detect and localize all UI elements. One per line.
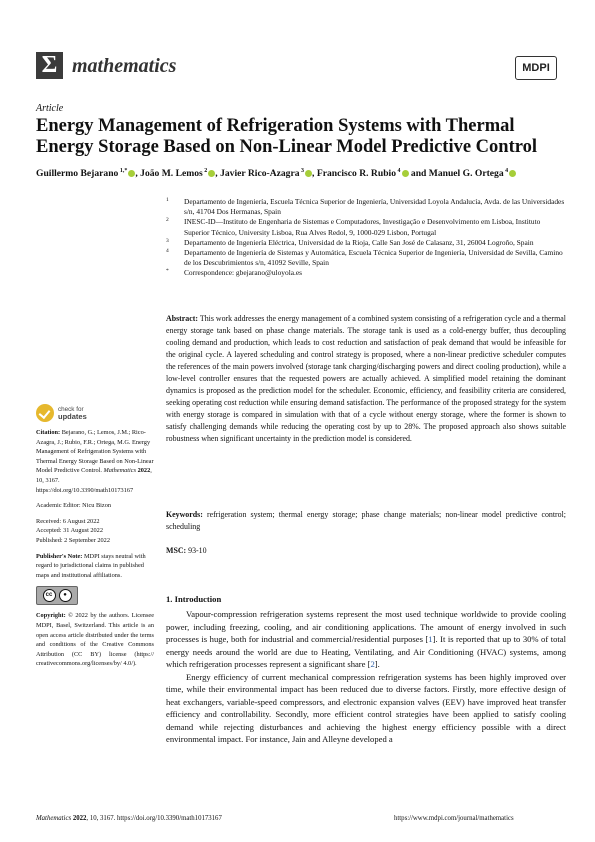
affiliation-text: Departamento de Ingeniería, Escuela Técnica Superior de Ingeniería, Universidad Loyola Andalucía, Avda. de las Universidades s/n, 41704 Dos Hermanas, Spain <box>184 197 565 217</box>
publisher-logo: MDPI <box>515 56 557 80</box>
msc <box>166 546 207 555</box>
check-updates-label <box>58 406 87 421</box>
article-type: Article <box>36 103 64 114</box>
author-separator: and <box>408 168 429 180</box>
journal-name: mathematics <box>72 55 177 77</box>
author-name: Javier Rico-Azagra <box>220 168 300 180</box>
attribution-icon: ● <box>59 589 72 602</box>
citation-label: Citation: <box>36 429 61 436</box>
published-date: Published: 2 September 2022 <box>36 536 110 544</box>
journal-logo: Σ <box>36 52 63 79</box>
orcid-icon[interactable] <box>509 170 516 177</box>
author-affiliation-sup: 4 <box>503 168 509 174</box>
author-affiliation-sup: 4 <box>396 168 401 174</box>
affiliation-text: Departamento de Ingeniería de Sistemas y Automática, Escuela Técnica Superior de Ingeniería, Universidad de Sevilla, Camino de los Descubrimientos s/n, 41092 Seville, Spain <box>184 248 563 268</box>
affiliation-item <box>166 197 566 217</box>
citation-link[interactable]: 1 <box>428 634 433 644</box>
citation-doi[interactable]: , 10, 3167. https://doi.org/10.3390/math10173167 <box>36 467 152 494</box>
orcid-icon[interactable] <box>305 170 312 177</box>
affiliation-number: 3 <box>166 237 169 244</box>
check-line: check for <box>58 405 84 413</box>
author-separator: , <box>312 168 317 180</box>
affiliation-text: INESC-ID—Instituto de Engenharia de Sistemas e Computadores, Investigação e Desenvolvimento em Lisboa, Instituto Superior Técnico, University Lisboa, Rua Alves Redol, 9, 1000-029 Lisbon, Portugal <box>184 217 541 237</box>
author-name: Guillermo Bejarano <box>36 168 119 180</box>
msc-text: 93-10 <box>188 546 207 555</box>
check-line: updates <box>58 412 87 421</box>
introduction-body <box>166 608 566 746</box>
footer-doi[interactable]: , 10, 3167. https://doi.org/10.3390/math10173167 <box>86 815 222 822</box>
text-run: Vapour-compression refrigeration systems represent the most used technique worldwide to provide cooling power, including freezing, cooling, and air conditioning applications. The amount of energy involved in such processes is huge, both for industrial and commercial/residential purposes [ <box>166 609 566 644</box>
cc-by-license-badge[interactable] <box>36 586 78 605</box>
affiliation-number: 4 <box>166 248 169 255</box>
copyright-label: Copyright: <box>36 612 66 620</box>
sidebar <box>36 404 154 669</box>
affiliation-item <box>166 268 566 278</box>
publisher-note <box>36 552 154 581</box>
paragraph <box>166 608 566 671</box>
paragraph: Energy efficiency of current mechanical compression refrigeration systems has been highly improved over time, while their environmental impact has been reduced due to diverse factors. Firstly, more effective design of heat exchangers, variable-speed compressors, and electronic expansion valves (EEV) have improved heat transfer efficiency and controllability. Secondly, more efficient control strategies have been applied to satisfy cooling demand while rejecting disturbances and achieving the highest energy efficiency possible with a direct environmental impact. For instance, Jain and Alleyne developed a <box>166 671 566 744</box>
citation-journal: Mathematics <box>103 467 137 475</box>
author-list <box>36 168 576 179</box>
author-affiliation-sup: 1,* <box>118 168 128 174</box>
keywords <box>166 509 566 533</box>
author-name: João M. Lemos <box>140 168 203 180</box>
publisher-note-label: Publisher's Note: <box>36 552 83 560</box>
affiliations <box>166 197 566 279</box>
affiliation-number: * <box>166 268 169 275</box>
author-separator: , <box>215 168 221 180</box>
received-date: Received: 6 August 2022 <box>36 517 100 525</box>
author-name: Manuel G. Ortega <box>428 168 504 180</box>
text-run: ]. <box>374 659 380 669</box>
affiliation-number: 1 <box>166 197 169 203</box>
affiliation-item <box>166 238 566 248</box>
affiliation-item <box>166 248 566 268</box>
footer-year: 2022 <box>72 815 87 822</box>
citation-year: 2022 <box>137 467 151 475</box>
citation-text: Bejarano, G.; Lemos, J.M.; Rico-Azagra, J.; Rubio, F.R.; Ortega, M.G. Energy Management of Refrigeration Systems with Thermal Energy Storage Based on Non-Linear Model Predictive Control. <box>36 429 154 475</box>
footer-citation <box>36 815 222 822</box>
orcid-icon[interactable] <box>402 170 409 177</box>
affiliation-text: Departamento de Ingeniería Eléctrica, Universidad de la Rioja, Calle San José de Calasanz, 31, 26004 Logroño, Spain <box>184 237 534 247</box>
copyright-text: © 2022 by the authors. Licensee MDPI, Basel, Switzerland. This article is an open access article distributed under the terms and conditions of the Creative Commons Attribution (CC BY) license (https:// creativecommons.org/licenses/by/ 4.0/). <box>36 612 154 668</box>
keywords-label: Keywords: <box>166 510 203 519</box>
check-for-updates-button[interactable] <box>36 404 154 422</box>
author-name: Francisco R. Rubio <box>316 168 396 180</box>
cc-icon: cc <box>43 589 56 602</box>
footer-url[interactable]: https://www.mdpi.com/journal/mathematics <box>394 815 514 822</box>
citation <box>36 428 154 495</box>
copyright <box>36 611 154 669</box>
author-affiliation-sup: 3 <box>299 168 305 174</box>
text-run: ]. It is reported that up to 30% of total energy needs around the world are due to Heating, Ventilating, and Air Conditioning (HVAC) systems, among which refrigeration processes represent a significant share [ <box>166 634 566 669</box>
author-affiliation-sup: 2 <box>202 168 208 174</box>
abstract <box>166 313 566 446</box>
keywords-text: refrigeration system; thermal energy storage; phase change materials; non-linear model predictive control; scheduling <box>166 510 566 531</box>
affiliation-number: 2 <box>166 217 169 224</box>
footer-journal: Mathematics <box>36 815 72 822</box>
check-icon <box>36 404 54 422</box>
paper-title: Energy Management of Refrigeration Systems with Thermal Energy Storage Based on Non-Linear Model Predictive Control <box>36 116 538 157</box>
affiliation-item <box>166 217 566 237</box>
abstract-text: This work addresses the energy management of a combined system consisting of a refrigeration cycle and a thermal energy storage tank based on phase change materials. The storage tank is used as a cold-energy buffer, thus decoupling cooling demand and production, which leads to cost reduction and satisfaction of peak demand that would be infeasible for the original cycle. A layered scheduling and control strategy is proposed, where a non-linear predictive scheduler computes the references of the main powers involved (storage tank charging/discharging powers and direct cooling production), while a low-level controller ensures that the requested powers are actually achieved. A simplified model retaining the dominant dynamics is proposed as the prediction model for the scheduler. Economic, efficiency, and feasibility criteria are considered, seeking operating cost reduction while ensuring demand satisfaction. The performance of the proposed strategy for the system with energy storage is compared in simulation with that of a cycle without energy storage, where the former is shown to satisfy challenging demands while reducing the operating cost by up to 28%. The proposed approach also shows suitable robustness when significant uncertainty in the prediction model is considered. <box>166 314 566 444</box>
accepted-date: Accepted: 31 August 2022 <box>36 527 103 535</box>
academic-editor: Academic Editor: Nicu Bizon <box>36 502 112 510</box>
msc-label: MSC: <box>166 546 187 555</box>
publisher-note-text: MDPI stays neutral with regard to jurisdictional claims in published maps and institutional affiliations. <box>36 552 146 579</box>
section-heading: 1. Introduction <box>166 594 222 604</box>
citation-link[interactable]: 2 <box>370 659 375 669</box>
author-separator: , <box>135 168 141 180</box>
abstract-label: Abstract: <box>166 314 198 323</box>
affiliation-text: Correspondence: gbejarano@uloyola.es <box>184 268 303 278</box>
